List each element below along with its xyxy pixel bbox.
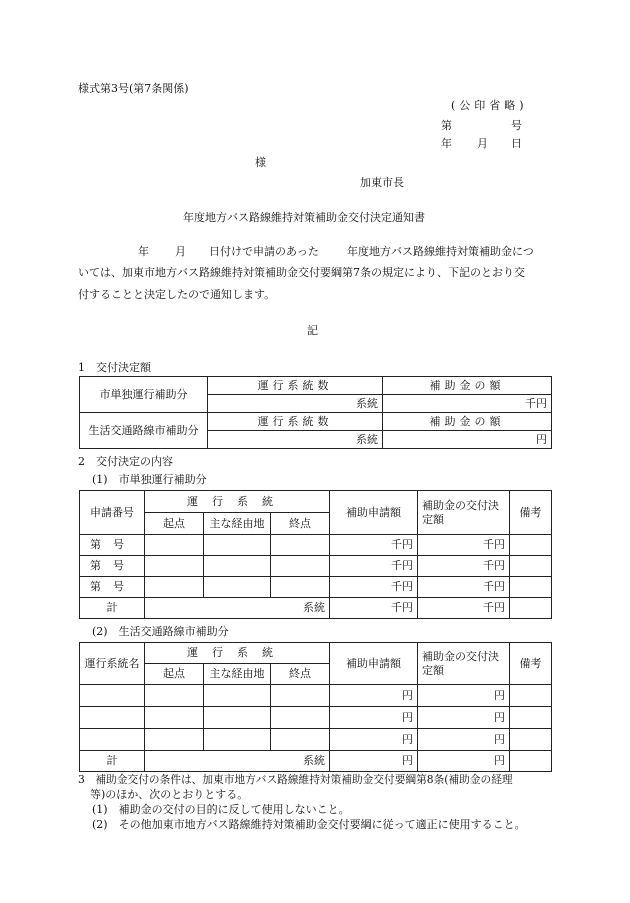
- sender-name: 加東市長: [360, 176, 404, 189]
- header-application-no: 申請番号: [80, 491, 145, 535]
- cell-decided-amount: 円: [418, 729, 510, 751]
- body-line-3: 付することと決定したので通知します。: [78, 288, 276, 301]
- section2-sub1: (1) 市単独運行補助分: [92, 473, 207, 486]
- header-subsidy-amount: 補助金の額: [383, 377, 552, 395]
- header-subsidy-amount: 補助金の額: [383, 413, 552, 431]
- cell-application-amount: 千円: [330, 556, 418, 577]
- cell-decided-amount: 円: [418, 685, 510, 707]
- date-day: 日: [511, 137, 522, 150]
- table-row: [80, 729, 552, 751]
- header-route-count: 運行系統数: [208, 413, 383, 431]
- table-row: [80, 685, 552, 707]
- total-routes: 系統: [145, 751, 330, 772]
- table-row: [80, 577, 552, 598]
- seal-omitted-note: (公印省略): [451, 99, 528, 112]
- date-month: 月: [477, 137, 488, 150]
- header-via: 主な経由地: [204, 664, 271, 685]
- life-route-detail-table: [79, 642, 552, 772]
- cell-application-amount: 円: [330, 685, 418, 707]
- header-start: 起点: [145, 664, 204, 685]
- section2-heading: 2 交付決定の内容: [78, 455, 173, 468]
- header-application-amount: 補助申請額: [330, 491, 418, 535]
- header-decided-amount: 補助金の交付決 定額: [418, 491, 510, 535]
- doc-no-prefix: 第: [441, 119, 452, 132]
- cell-application-amount: 千円: [330, 577, 418, 598]
- header-start: 起点: [145, 513, 204, 535]
- cell-decided-amount: 千円: [418, 535, 510, 556]
- total-row: [80, 598, 552, 619]
- cell-application-amount: 円: [330, 729, 418, 751]
- body-fiscal-text: 年度地方バス路線維持対策補助金につ: [347, 245, 534, 258]
- condition-item-1: (1) 補助金の交付の目的に反して使用しないこと。: [92, 803, 350, 816]
- cell-application-no: 第 号: [80, 535, 145, 556]
- header-end: 終点: [271, 513, 330, 535]
- total-application-amount: 円: [330, 751, 418, 772]
- table-row: [80, 707, 552, 729]
- body-year: 年: [138, 245, 149, 258]
- date-year: 年: [441, 137, 452, 150]
- condition-item-2: (2) その他加東市地方バス路線維持対策補助金交付要綱に従って適正に使用すること。: [92, 818, 526, 831]
- document-title: 年度地方バス路線維持対策補助金交付決定通知書: [183, 211, 425, 224]
- header-application-amount: 補助申請額: [330, 643, 418, 685]
- form-number: 様式第3号(第7条関係): [78, 82, 189, 95]
- header-via: 主な経由地: [204, 513, 271, 535]
- cell-decided-amount: 千円: [418, 556, 510, 577]
- cell-application-amount: 円: [330, 707, 418, 729]
- row-label-life-route: 生活交通路線市補助分: [80, 413, 208, 449]
- cell-application-amount: 千円: [330, 535, 418, 556]
- row-label-city-only: 市単独運行補助分: [80, 377, 208, 413]
- cell-subsidy-amount: 千円: [383, 395, 552, 413]
- header-route-count: 運行系統数: [208, 377, 383, 395]
- cell-route-count: 系統: [208, 395, 383, 413]
- section1-heading: 1 交付決定額: [78, 361, 151, 374]
- total-label: 計: [80, 598, 145, 619]
- total-label: 計: [80, 751, 145, 772]
- total-application-amount: 千円: [330, 598, 418, 619]
- ki-heading: 記: [307, 324, 318, 337]
- body-month: 月: [175, 245, 186, 258]
- decision-amount-table: [79, 376, 552, 449]
- section3-line-2: 等)のほか、次のとおりとする。: [90, 788, 249, 801]
- total-routes: 系統: [145, 598, 330, 619]
- section2-sub2: (2) 生活交通路線市補助分: [92, 625, 229, 638]
- body-line-2: いては、加東市地方バス路線維持対策補助金交付要綱第7条の規定により、下記のとおり交: [78, 266, 525, 279]
- city-only-detail-table: [79, 490, 552, 619]
- header-route-group: 運行系統: [145, 491, 330, 513]
- header-end: 終点: [271, 664, 330, 685]
- cell-application-no: 第 号: [80, 577, 145, 598]
- header-remarks: 備考: [510, 643, 552, 685]
- header-route-group: 運行系統: [145, 643, 330, 664]
- header-remarks: 備考: [510, 491, 552, 535]
- body-day-text: 日付けで申請のあった: [209, 245, 319, 258]
- cell-decided-amount: 円: [418, 707, 510, 729]
- table-row: [80, 535, 552, 556]
- total-decided-amount: 円: [418, 751, 510, 772]
- cell-subsidy-amount: 円: [383, 431, 552, 449]
- cell-decided-amount: 千円: [418, 577, 510, 598]
- total-row: [80, 751, 552, 772]
- header-route-name: 運行系統名: [80, 643, 145, 685]
- addressee-suffix: 様: [255, 156, 266, 169]
- table-row: [80, 556, 552, 577]
- section3-line-1: 3 補助金交付の条件は、加東市地方バス路線維持対策補助金交付要綱第8条(補助金の経理: [78, 773, 513, 786]
- cell-application-no: 第 号: [80, 556, 145, 577]
- cell-route-count: 系統: [208, 431, 383, 449]
- doc-no-suffix: 号: [511, 119, 522, 132]
- header-decided-amount: 補助金の交付決 定額: [418, 643, 510, 685]
- total-decided-amount: 千円: [418, 598, 510, 619]
